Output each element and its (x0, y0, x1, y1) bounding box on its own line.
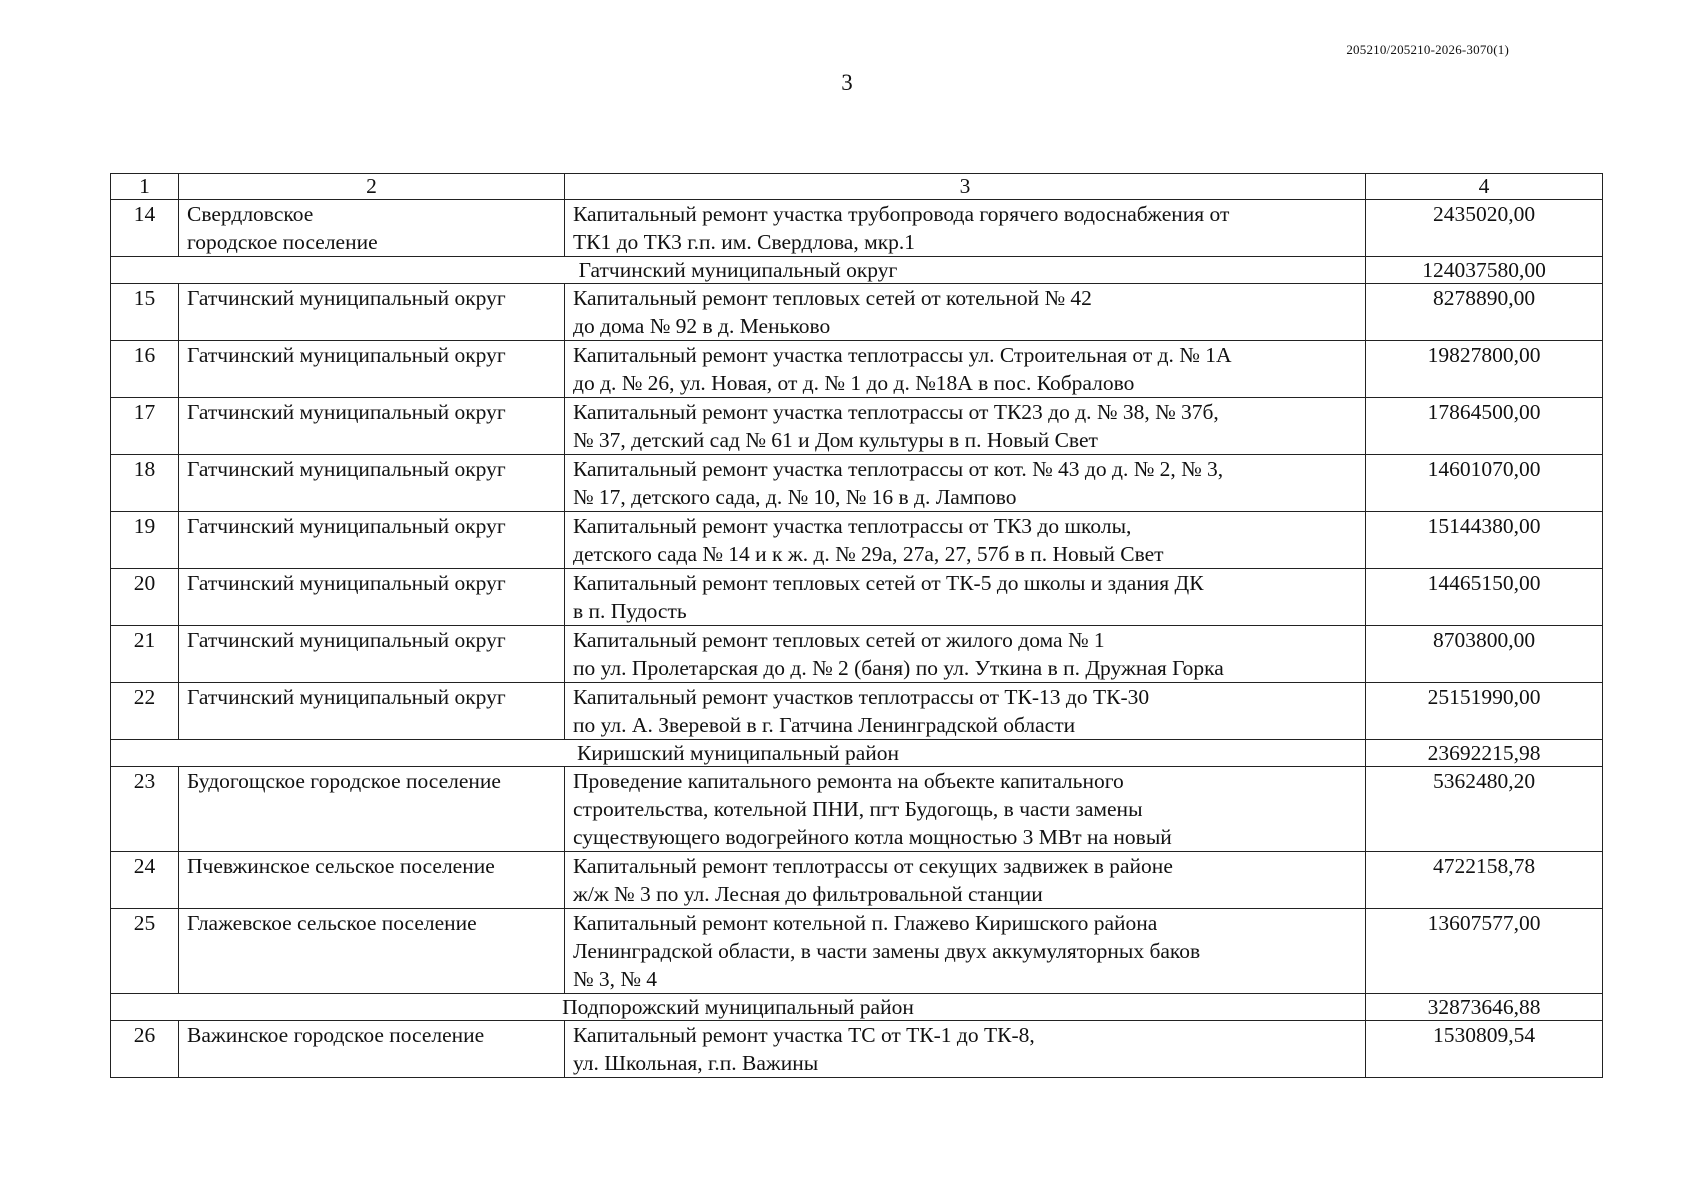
municipality-name (179, 852, 565, 909)
work-description (565, 455, 1366, 512)
amount: 14601070,00 (1366, 455, 1603, 512)
amount: 1530809,54 (1366, 1021, 1603, 1078)
table-row (111, 909, 1603, 994)
municipality-name (179, 626, 565, 683)
work-description-line: Капитальный ремонт тепловых сетей от жилого дома № 1 (573, 628, 1105, 652)
amount: 5362480,20 (1366, 767, 1603, 852)
group-title: Киришский муниципальный район (111, 740, 1366, 767)
amount: 2435020,00 (1366, 200, 1603, 257)
row-number: 15 (111, 284, 179, 341)
row-number: 17 (111, 398, 179, 455)
work-description (565, 909, 1366, 994)
work-description (565, 852, 1366, 909)
municipality-name-line: Гатчинский муниципальный округ (187, 343, 506, 367)
municipality-name (179, 512, 565, 569)
municipality-name (179, 569, 565, 626)
table-row (111, 767, 1603, 852)
work-description-line: Капитальный ремонт участка ТС от ТК-1 до ТК-8, (573, 1023, 1035, 1047)
work-description-line: Капитальный ремонт участка теплотрассы от ТК3 до школы, (573, 514, 1132, 538)
group-row (111, 994, 1603, 1021)
amount: 8278890,00 (1366, 284, 1603, 341)
row-number: 26 (111, 1021, 179, 1078)
work-description-line: № 17, детского сада, д. № 10, № 16 в д. Лампово (573, 485, 1017, 509)
table-row (111, 626, 1603, 683)
document-id: 205210/205210-2026-3070(1) (1346, 42, 1509, 57)
row-number: 14 (111, 200, 179, 257)
table-row (111, 852, 1603, 909)
work-description (565, 512, 1366, 569)
row-number: 21 (111, 626, 179, 683)
work-description-line: ж/ж № 3 по ул. Лесная до фильтровальной станции (573, 882, 1043, 906)
work-description (565, 569, 1366, 626)
work-description (565, 626, 1366, 683)
work-description-line: № 37, детский сад № 61 и Дом культуры в п. Новый Свет (573, 428, 1098, 452)
work-description (565, 200, 1366, 257)
work-description-line: по ул. А. Зверевой в г. Гатчина Ленинградской области (573, 713, 1076, 737)
work-description (565, 1021, 1366, 1078)
work-description-line: в п. Пудость (573, 599, 687, 623)
municipality-name (179, 341, 565, 398)
work-description (565, 341, 1366, 398)
work-description-line: Капитальный ремонт участка теплотрассы от ТК23 до д. № 38, № 37б, (573, 400, 1219, 424)
table-row (111, 398, 1603, 455)
work-description-line: ТК1 до ТК3 г.п. им. Свердлова, мкр.1 (573, 230, 916, 254)
work-description-line: до дома № 92 в д. Меньково (573, 314, 831, 338)
row-number: 18 (111, 455, 179, 512)
table-row (111, 284, 1603, 341)
municipality-name (179, 683, 565, 740)
municipality-name-line: Гатчинский муниципальный округ (187, 400, 506, 424)
municipality-name (179, 909, 565, 994)
municipality-name (179, 398, 565, 455)
work-description-line: до д. № 26, ул. Новая, от д. № 1 до д. №18А в пос. Кобралово (573, 371, 1135, 395)
header-cell-4: 4 (1366, 174, 1603, 200)
amount: 15144380,00 (1366, 512, 1603, 569)
work-description-line: Капитальный ремонт участка теплотрассы от кот. № 43 до д. № 2, № 3, (573, 457, 1224, 481)
municipality-name-line: Важинское городское поселение (187, 1023, 485, 1047)
table-row (111, 512, 1603, 569)
work-description-line: детского сада № 14 и к ж. д. № 29а, 27а, 27, 57б в п. Новый Свет (573, 542, 1164, 566)
amount: 4722158,78 (1366, 852, 1603, 909)
municipality-name-line: Гатчинский муниципальный округ (187, 571, 506, 595)
municipality-name (179, 455, 565, 512)
work-description-line: Капитальный ремонт тепловых сетей от котельной № 42 (573, 286, 1092, 310)
group-title: Гатчинский муниципальный округ (111, 257, 1366, 284)
header-cell-1: 1 (111, 174, 179, 200)
work-description-line: № 3, № 4 (573, 967, 658, 991)
work-description-line: Капитальный ремонт участков теплотрассы от ТК-13 до ТК-30 (573, 685, 1150, 709)
table-row (111, 455, 1603, 512)
work-description-line: Проведение капитального ремонта на объекте капитального (573, 769, 1124, 793)
municipality-name-line: Глажевское сельское поселение (187, 911, 477, 935)
row-number: 23 (111, 767, 179, 852)
table-row (111, 683, 1603, 740)
amount: 13607577,00 (1366, 909, 1603, 994)
group-row (111, 257, 1603, 284)
group-amount: 124037580,00 (1366, 257, 1603, 284)
header-row (111, 174, 1603, 200)
work-description-line: строительства, котельной ПНИ, пгт Будогощь, в части замены (573, 797, 1143, 821)
amount: 25151990,00 (1366, 683, 1603, 740)
row-number: 16 (111, 341, 179, 398)
row-number: 22 (111, 683, 179, 740)
work-description (565, 767, 1366, 852)
municipality-name (179, 284, 565, 341)
work-description-line: Капитальный ремонт тепловых сетей от ТК-5 до школы и здания ДК (573, 571, 1204, 595)
work-description (565, 284, 1366, 341)
group-title: Подпорожский муниципальный район (111, 994, 1366, 1021)
municipality-name-line: Свердловское (187, 202, 314, 226)
work-description-line: Ленинградской области, в части замены двух аккумуляторных баков (573, 939, 1201, 963)
group-row (111, 740, 1603, 767)
row-number: 24 (111, 852, 179, 909)
work-description (565, 683, 1366, 740)
table-row (111, 200, 1603, 257)
work-description-line: Капитальный ремонт теплотрассы от секущих задвижек в районе (573, 854, 1173, 878)
work-description-line: Капитальный ремонт котельной п. Глажево Киришского района (573, 911, 1158, 935)
municipality-name-line: Будогощское городское поселение (187, 769, 501, 793)
work-description-line: Капитальный ремонт участка трубопровода горячего водоснабжения от (573, 202, 1230, 226)
table-row (111, 1021, 1603, 1078)
work-description-line: ул. Школьная, г.п. Важины (573, 1051, 819, 1075)
amount: 19827800,00 (1366, 341, 1603, 398)
municipality-name-line: городское поселение (187, 230, 378, 254)
municipality-name-line: Гатчинский муниципальный округ (187, 685, 506, 709)
table-row (111, 341, 1603, 398)
work-description (565, 398, 1366, 455)
funding-table (110, 173, 1603, 1078)
row-number: 20 (111, 569, 179, 626)
header-cell-2: 2 (179, 174, 565, 200)
municipality-name (179, 767, 565, 852)
table-body (111, 174, 1603, 1078)
row-number: 19 (111, 512, 179, 569)
header-cell-3: 3 (565, 174, 1366, 200)
work-description-line: существующего водогрейного котла мощностью 3 МВт на новый (573, 825, 1172, 849)
work-description-line: по ул. Пролетарская до д. № 2 (баня) по ул. Уткина в п. Дружная Горка (573, 656, 1224, 680)
amount: 14465150,00 (1366, 569, 1603, 626)
row-number: 25 (111, 909, 179, 994)
table-row (111, 569, 1603, 626)
group-amount: 23692215,98 (1366, 740, 1603, 767)
work-description-line: Капитальный ремонт участка теплотрассы ул. Строительная от д. № 1А (573, 343, 1232, 367)
municipality-name-line: Гатчинский муниципальный округ (187, 628, 506, 652)
amount: 17864500,00 (1366, 398, 1603, 455)
group-amount: 32873646,88 (1366, 994, 1603, 1021)
municipality-name (179, 200, 565, 257)
municipality-name-line: Пчевжинское сельское поселение (187, 854, 495, 878)
page-number: 3 (841, 70, 853, 95)
municipality-name-line: Гатчинский муниципальный округ (187, 286, 506, 310)
municipality-name-line: Гатчинский муниципальный округ (187, 457, 506, 481)
municipality-name (179, 1021, 565, 1078)
amount: 8703800,00 (1366, 626, 1603, 683)
municipality-name-line: Гатчинский муниципальный округ (187, 514, 506, 538)
